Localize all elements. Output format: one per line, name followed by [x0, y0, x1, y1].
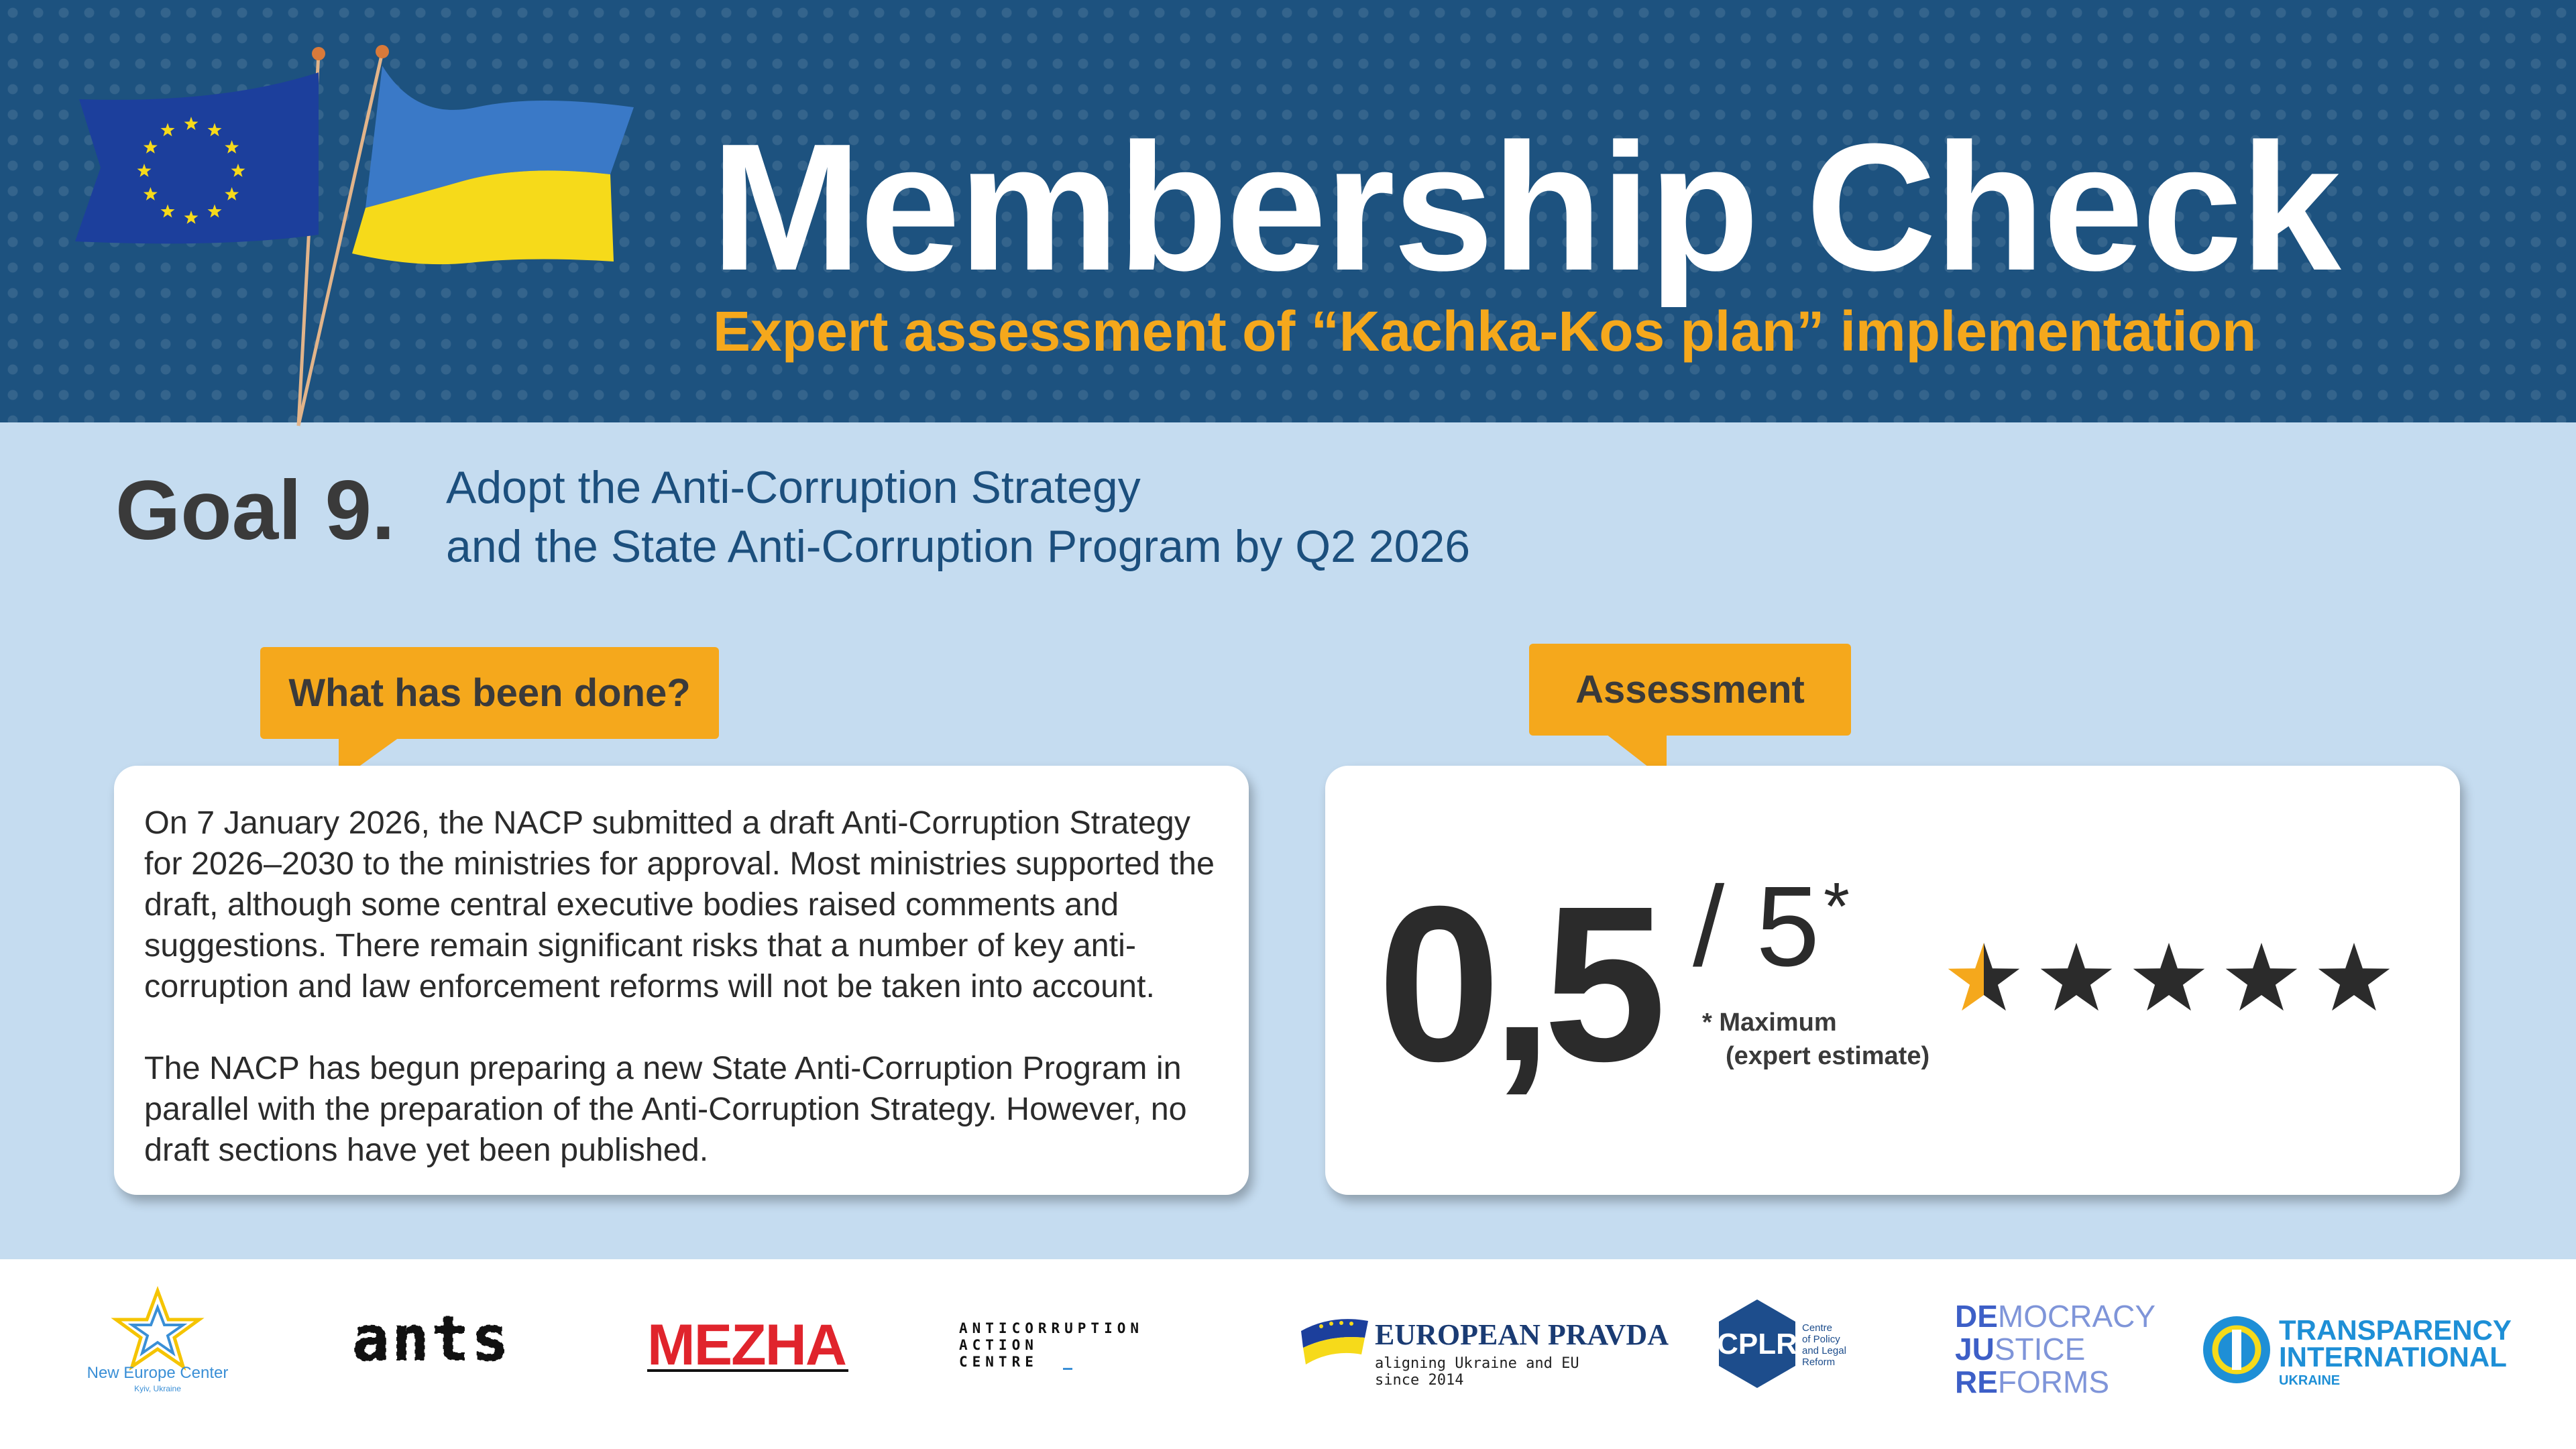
- ti-line2: INTERNATIONAL: [2279, 1341, 2507, 1373]
- mezha-wordmark: MEZHA: [647, 1313, 848, 1377]
- star-rating: [1949, 939, 2405, 1019]
- ukraine-flag-icon: [352, 66, 634, 264]
- european-pravda-flag-icon: [1301, 1319, 1368, 1365]
- what-has-been-done-text: [144, 803, 1231, 1171]
- logo-mezha: [647, 1314, 855, 1381]
- assessment-card: [1325, 766, 2460, 1195]
- ti-globe-icon: [2203, 1316, 2270, 1383]
- goal-description-line1: Adopt the Anti-Corruption Strategy: [446, 462, 1141, 513]
- assessment-footnote-line2: (expert estimate): [1726, 1042, 1930, 1070]
- ep-tagline-1: aligning Ukraine and EU: [1375, 1355, 1579, 1372]
- page-title: Membership Check: [711, 107, 2339, 308]
- ti-line3: UKRAINE: [2279, 1373, 2341, 1388]
- what-has-been-done-card: [114, 766, 1249, 1195]
- pole-knob-ua: [376, 45, 389, 58]
- djr-rest-1: MOCRACY: [1997, 1299, 2156, 1334]
- nec-name: New Europe Center: [87, 1364, 229, 1382]
- aac-line3: CENTRE: [959, 1354, 1038, 1370]
- djr-bold-2: JU: [1955, 1332, 1995, 1367]
- assessment-footnote: [1702, 1006, 1929, 1073]
- logo-anticorruption-action-centre: [959, 1318, 1194, 1392]
- svg-text:JUSTICE: [1955, 1332, 2085, 1367]
- nec-sub: Kyiv, Ukraine: [134, 1384, 181, 1393]
- logo-european-pravda: [1298, 1308, 1669, 1395]
- assessment-footnote-line1: * Maximum: [1702, 1008, 1837, 1037]
- done-paragraph-1: On 7 January 2026, the NACP submitted a draft Anti-Corruption Strategy for 2026–2030 to the ministries for approval. Most ministries supported the draft, although some central executive bodies raised comments and suggestions. There remain significant risks that a number of key anti-corruption and law enforcement reforms will not be taken into account.: [144, 805, 1215, 1004]
- aac-line1: ANTICORRUPTION: [959, 1320, 1144, 1336]
- logo-transparency-international-ukraine: [2200, 1310, 2512, 1397]
- done-paragraph-2: The NACP has begun preparing a new State Anti-Corruption Program in parallel with the preparation of the Anti-Corruption Strategy. However, no draft sections have yet been published.: [144, 1050, 1187, 1168]
- logo-democracy-justice-reforms: [1955, 1296, 2156, 1403]
- assessment-score: 0,5: [1378, 860, 1657, 1107]
- partner-logos-footer: [0, 1259, 2576, 1449]
- djr-bold-1: DE: [1955, 1299, 1998, 1334]
- pole-knob-eu: [312, 47, 325, 60]
- logo-cplr: [1714, 1296, 1874, 1403]
- djr-rest-2: STICE: [1994, 1332, 2086, 1367]
- logo-new-europe-center: [77, 1287, 238, 1395]
- svg-text:REFORMS: [1955, 1365, 2109, 1399]
- eu-flag-icon: [75, 72, 319, 243]
- new-europe-star-icon: [116, 1291, 199, 1367]
- what-has-been-done-tag: What has been done?: [260, 647, 719, 739]
- aac-line2: ACTION: [959, 1337, 1038, 1353]
- djr-rest-3: FORMS: [1997, 1365, 2110, 1399]
- star-icon: [2318, 943, 2390, 1010]
- star-icon: [2041, 943, 2113, 1010]
- star-icon: [2133, 943, 2205, 1010]
- ep-title: EUROPEAN PRAVDA: [1375, 1318, 1669, 1351]
- star-icon: [1948, 943, 2020, 1010]
- ep-tagline-2: since 2014: [1375, 1372, 1464, 1389]
- aac-cursor: [1063, 1368, 1072, 1370]
- ti-line1: TRANSPARENCY: [2279, 1314, 2512, 1346]
- svg-text:DEMOCRACY: [1955, 1299, 2155, 1334]
- goal-number: Goal 9.: [115, 464, 395, 557]
- djr-bold-3: RE: [1955, 1365, 1998, 1399]
- logo-ants: [352, 1303, 547, 1377]
- assessment-asterisk: *: [1824, 869, 1850, 944]
- goal-description: [446, 458, 1787, 576]
- cplr-abbr: CPLR: [1717, 1328, 1797, 1360]
- assessment-tag: Assessment: [1529, 644, 1851, 736]
- goal-description-line2: and the State Anti-Corruption Program by Q2 2026: [446, 521, 1471, 572]
- cplr-line3: and Legal: [1802, 1345, 1846, 1356]
- star-icon: [2226, 943, 2298, 1010]
- page-subtitle: Expert assessment of “Kachka-Kos plan” implementation: [713, 300, 2257, 363]
- flags-illustration: [67, 40, 657, 429]
- ants-wordmark: ants: [352, 1303, 512, 1375]
- cplr-line1: Centre: [1802, 1322, 1833, 1334]
- assessment-max-score: / 5: [1693, 863, 1820, 990]
- cplr-line2: of Policy: [1802, 1334, 1840, 1345]
- cplr-line4: Reform: [1802, 1356, 1836, 1368]
- header-banner: [0, 0, 2576, 422]
